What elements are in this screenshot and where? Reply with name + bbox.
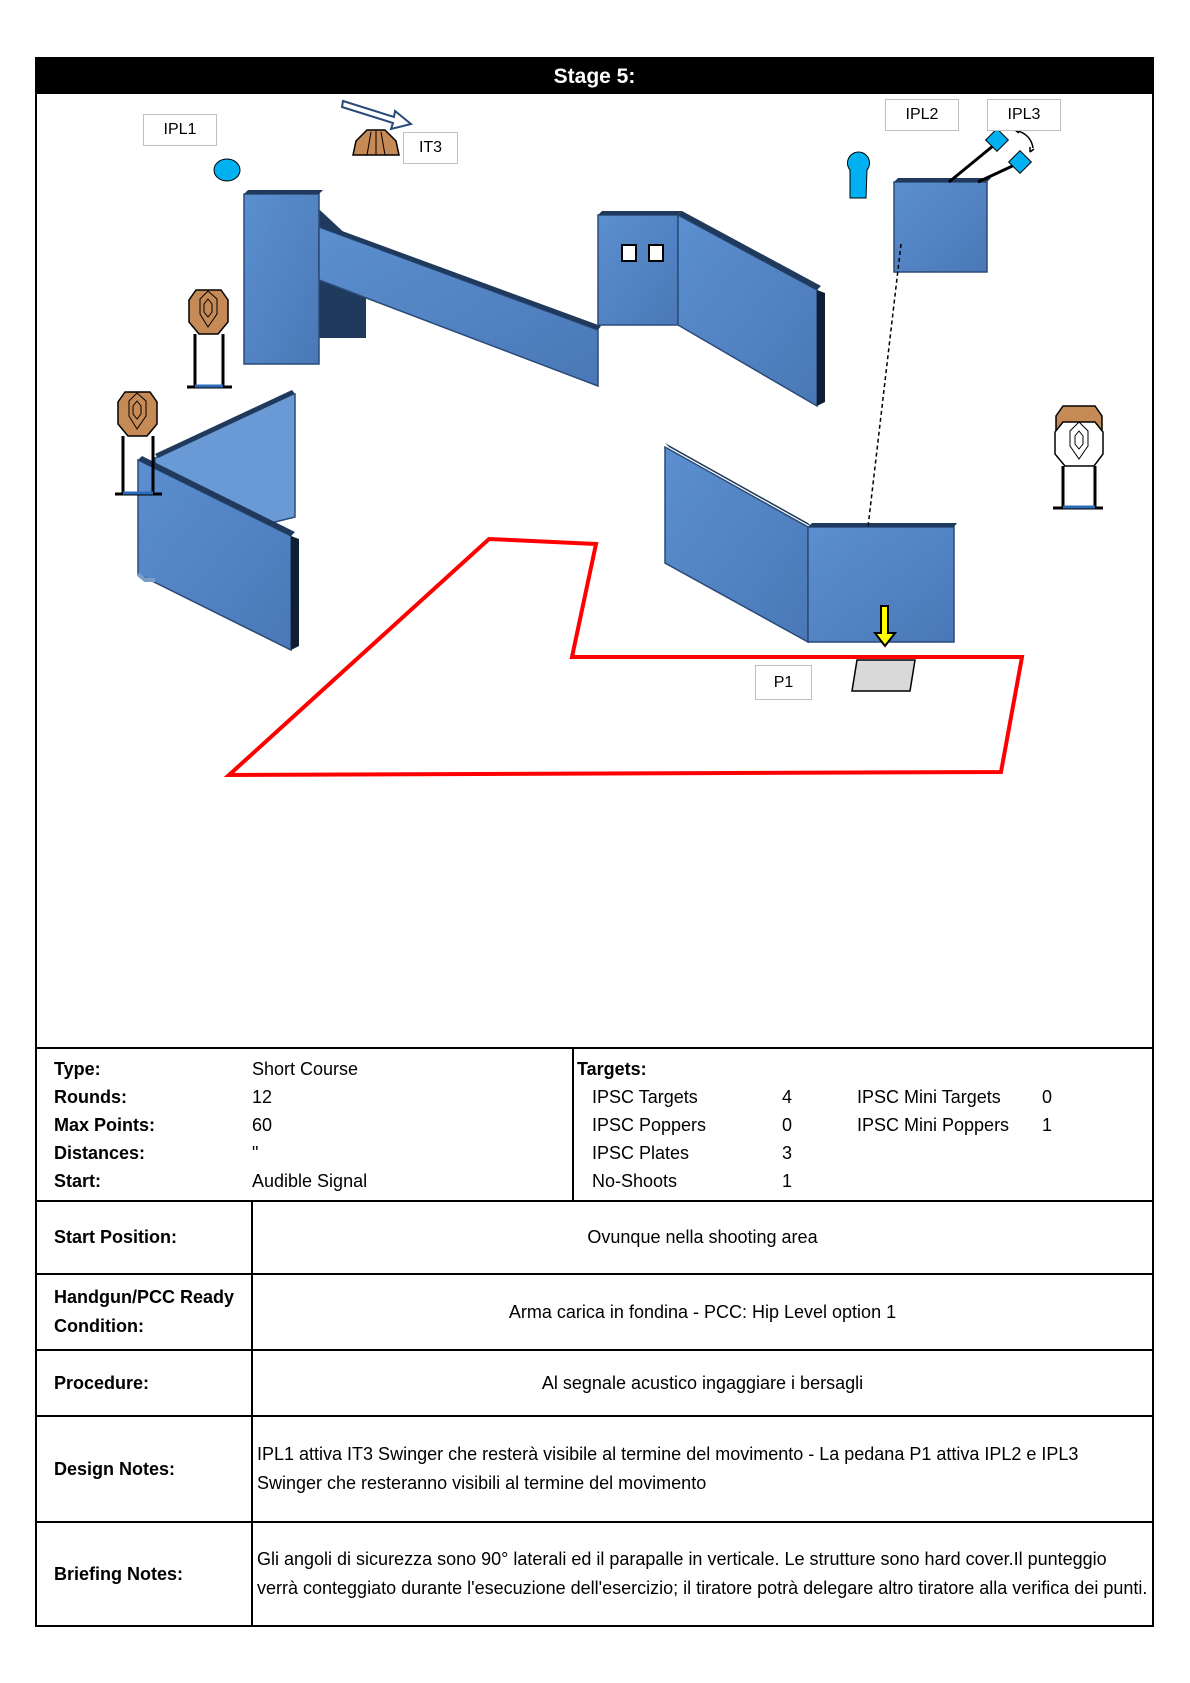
targets-label: Targets: bbox=[577, 1059, 647, 1079]
procedure-label: Procedure: bbox=[37, 1351, 253, 1415]
design-notes-row bbox=[37, 1417, 1152, 1523]
start-position-value: Ovunque nella shooting area bbox=[587, 1227, 818, 1247]
info-divider bbox=[572, 1049, 574, 1200]
target-name: No-Shoots bbox=[592, 1171, 678, 1191]
wall-middle-right bbox=[678, 211, 825, 406]
max-points-label: Max Points: bbox=[54, 1115, 156, 1135]
wall-top-right bbox=[894, 178, 991, 272]
ready-condition-label-line2: Condition: bbox=[54, 1316, 144, 1336]
ready-condition-value: Arma carica in fondina - PCC: Hip Level option 1 bbox=[508, 1301, 897, 1322]
wall-middle-block bbox=[598, 211, 682, 325]
target-count: 4 bbox=[782, 1087, 793, 1107]
activation-line bbox=[868, 244, 901, 527]
ready-condition-label bbox=[37, 1275, 253, 1349]
label-it3: IT3 bbox=[403, 132, 458, 164]
label-p1: P1 bbox=[755, 665, 812, 700]
label-ipl3: IPL3 bbox=[987, 99, 1061, 131]
target-count: 0 bbox=[782, 1115, 793, 1135]
stage-info bbox=[37, 1047, 1152, 1202]
target-name: IPSC Targets bbox=[592, 1087, 698, 1107]
ipl1-popper bbox=[214, 159, 240, 181]
procedure-row bbox=[37, 1351, 1152, 1417]
swinger-plates bbox=[949, 127, 1034, 182]
stage-diagram bbox=[37, 94, 1152, 1024]
stage-sheet bbox=[35, 57, 1154, 1627]
it3-target bbox=[353, 130, 399, 155]
mini-popper bbox=[848, 152, 870, 198]
briefing-notes-label: Briefing Notes: bbox=[37, 1523, 253, 1625]
wall-bottom-right bbox=[665, 443, 957, 642]
start-position-row bbox=[37, 1202, 1152, 1275]
distances-value: " bbox=[252, 1143, 259, 1163]
wall-left-v bbox=[138, 390, 299, 650]
type-value: Short Course bbox=[252, 1059, 359, 1079]
design-notes-label: Design Notes: bbox=[37, 1417, 253, 1521]
ipsc-target-1 bbox=[187, 290, 232, 387]
max-points-value: 60 bbox=[252, 1115, 273, 1135]
ready-condition-row bbox=[37, 1275, 1152, 1351]
rounds-label: Rounds: bbox=[54, 1087, 127, 1107]
label-ipl2: IPL2 bbox=[885, 99, 959, 131]
target-count: 3 bbox=[782, 1143, 793, 1163]
rounds-value: 12 bbox=[252, 1087, 273, 1107]
target-count: 1 bbox=[1042, 1115, 1053, 1135]
target-count: 1 bbox=[782, 1171, 793, 1191]
design-notes-value: IPL1 attiva IT3 Swinger che resterà visibile al termine del movimento - La pedana P1 attiva IPL2 e IPL3 Swinger che resteranno visibili al termine del movimento bbox=[257, 1444, 1079, 1493]
stage-title: Stage 5: bbox=[37, 59, 1152, 94]
start-value: Audible Signal bbox=[252, 1171, 368, 1191]
distances-label: Distances: bbox=[54, 1143, 146, 1163]
target-count: 0 bbox=[1042, 1087, 1053, 1107]
start-label: Start: bbox=[54, 1171, 102, 1191]
ready-condition-label-line1: Handgun/PCC Ready bbox=[54, 1287, 235, 1307]
briefing-notes-value: Gli angoli di sicurezza sono 90° laterali ed il parapalle in verticale. Le strutture sono hard cover.Il punteggio verrà conteggiato durante l'esecuzione dell'esercizio; il tiratore potrà delegare altro tiratore alla verifica dei punti. bbox=[257, 1549, 1148, 1598]
label-ipl1: IPL1 bbox=[143, 114, 217, 146]
ipsc-target-no-shoot bbox=[1053, 406, 1103, 508]
swinger-arrow bbox=[342, 101, 411, 129]
target-name: IPSC Mini Targets bbox=[857, 1087, 1001, 1107]
stage-drawing bbox=[37, 94, 1152, 1024]
target-name: IPSC Plates bbox=[592, 1143, 690, 1163]
type-label: Type: bbox=[54, 1059, 101, 1079]
start-position-label: Start Position: bbox=[37, 1202, 253, 1273]
target-name: IPSC Poppers bbox=[592, 1115, 707, 1135]
target-name: IPSC Mini Poppers bbox=[857, 1115, 1010, 1135]
briefing-notes-row bbox=[37, 1523, 1152, 1625]
procedure-value: Al segnale acustico ingaggiare i bersagli bbox=[541, 1372, 864, 1393]
